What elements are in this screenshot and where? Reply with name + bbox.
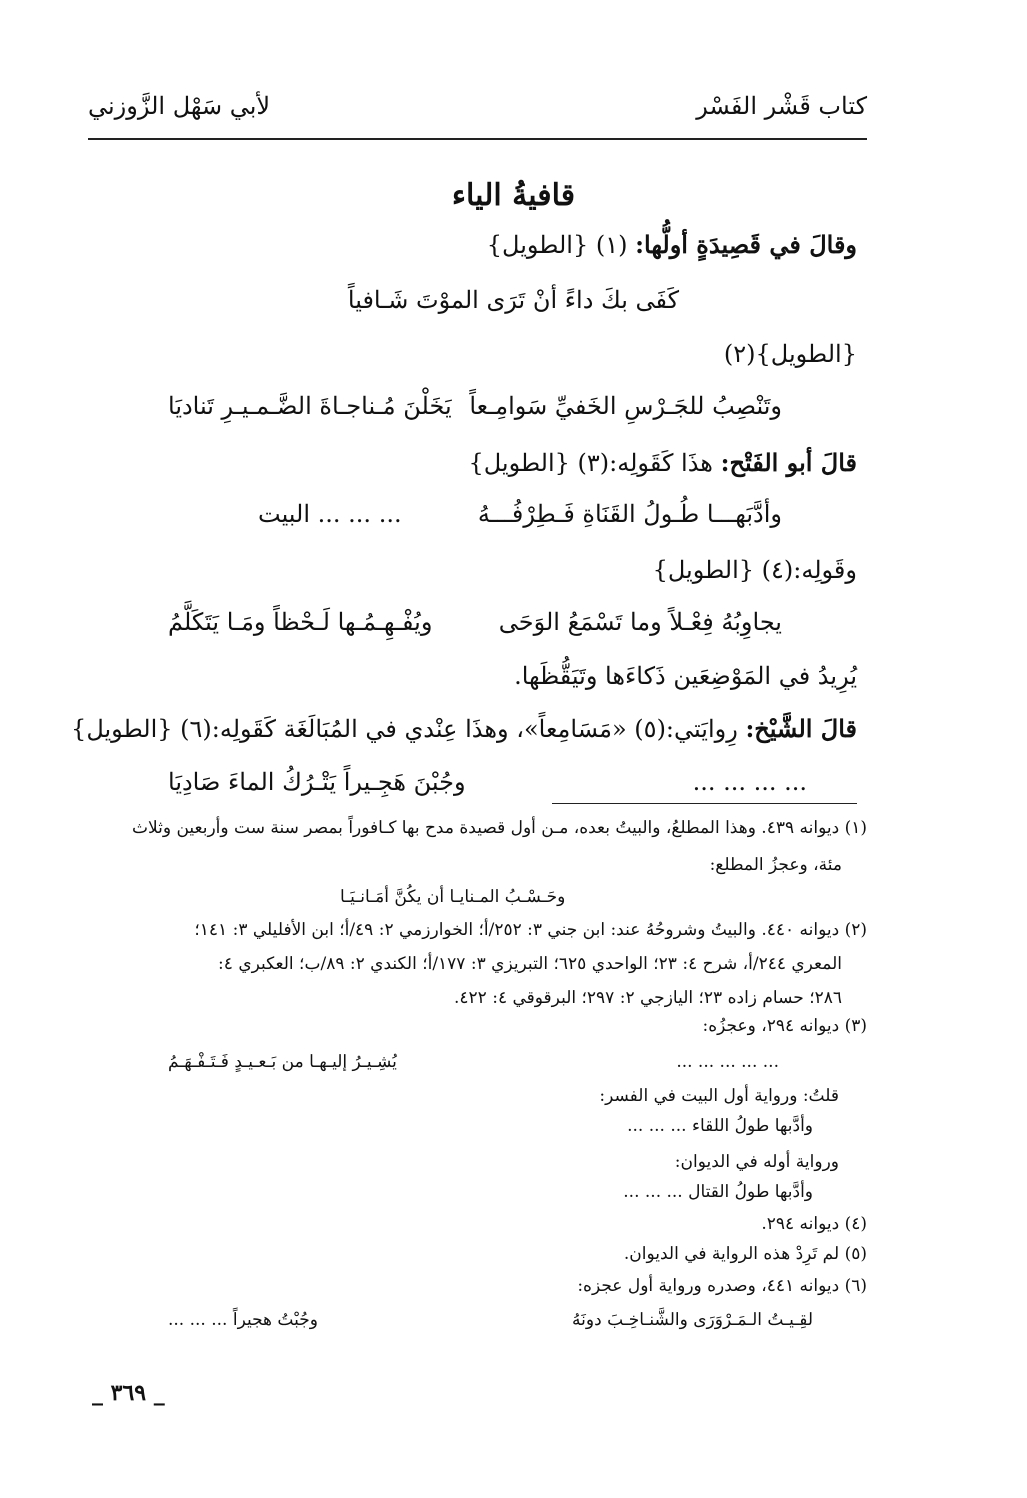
intro-bold: وقالَ في قَصِيدَةٍ أولُّها: — [635, 230, 857, 259]
footnote-6-verse-second: وجُبْتُ هجيراً ... ... ... — [168, 1310, 318, 1330]
footnote-3-verse-second: يُشِـيـرُ إليـهـا من بَـعـيـدٍ فَـتَـفْـهَـمُ — [168, 1052, 397, 1072]
intro-rest: (١) {الطويل} — [486, 231, 628, 259]
verse-3-second-hemistich: البيت ... ... ... — [258, 500, 402, 528]
opening-verse: كَفَى بكَ داءً أنْ تَرَى الموْتَ شَـافياً — [347, 286, 680, 314]
footnote-6-line-1: (٦) ديوانه ٤٤١، وصدره ورواية أول عجزه: — [577, 1276, 867, 1296]
running-header-book-title: كتاب قَشْر الفَسْر — [696, 92, 867, 120]
footnote-3-line-1: (٣) ديوانه ٢٩٤، وعجزُه: — [702, 1016, 867, 1036]
header-rule — [88, 138, 867, 140]
running-header-author: لأبي سَهْل الزَّوزني — [88, 92, 271, 120]
footnote-2-line-2: المعري ٢٤٤/أ، شرح ٤: ٢٣؛ الواحدي ٦٢٥؛ التبريزي ٣: ١٧٧/أ؛ الكندي ٢: ٨٩/ب؛ العكبري ٤: — [218, 954, 842, 974]
footnote-3-verse-first: ... ... ... ... ... — [676, 1052, 779, 1072]
verse-3-first-hemistich: وأدَّبَهـــا طُـولُ القَنَاةِ فَـطِرْفُـــهُ — [477, 500, 782, 528]
qawluhu-line: وقَولِه:(٤) {الطويل} — [652, 556, 857, 584]
verse-4-first-hemistich: يجاوِبُهُ فِعْـلاً وما تَسْمَعُ الوَحَى — [498, 608, 782, 636]
verse-2-second-hemistich: يَخَلْنَ مُـناجـاةَ الضَّـمـيـرِ تَناديَا — [168, 392, 452, 420]
verse-6-first-hemistich: ... ... ... ... — [692, 768, 807, 796]
commentary-line: يُرِيدُ في المَوْضِعَين ذَكاءَها وتَيَقُّظَها. — [514, 662, 857, 690]
footnote-5: (٥) لم تَرِدْ هذه الرواية في الديوان. — [623, 1244, 867, 1264]
footnote-3-qultu: قلتُ: ورواية أول البيت في الفسر: — [599, 1086, 839, 1106]
intro-line — [487, 230, 857, 259]
footnote-3-variant-1: وأدَّبها طولُ اللقاء ... ... ... — [627, 1116, 813, 1136]
shaykh-rest: رِوايَتي:(٥) «مَسَامِعاً»، وهذَا عِنْدي في المُبَالَغَة كَقَولِه:(٦) {الطويل} — [71, 715, 738, 743]
verse-4-second-hemistich: ويُفْـهِـمُـها لَـحْظاً ومَـا يَتَكَلَّمُ — [168, 608, 433, 636]
footnote-separator — [552, 803, 857, 804]
shaykh-bold: قالَ الشَّيْخ: — [745, 714, 857, 743]
verse-6-second-hemistich: وجُبْنَ هَجِـيراً يَتْـرُكُ الماءَ صَادِيَا — [168, 768, 466, 796]
footnote-2-line-1: (٢) ديوانه ٤٤٠. والبيتُ وشروحُهُ عند: ابن جني ٣: ٢٥٢/أ؛ الخوارزمي ٢: ٤٩/أ؛ ابن الأفليلي ٣: ١٤١؛ — [194, 920, 867, 940]
shaykh-line — [71, 714, 857, 743]
footnote-4: (٤) ديوانه ٢٩٤. — [761, 1214, 867, 1234]
footnote-1-line-1: (١) ديوانه ٤٣٩. وهذا المطلعُ، والبيتُ بعده، مـن أول قصيدة مدح بها كـافوراً بمصر سنة ست وأربعين وثلاث — [131, 818, 867, 838]
footnote-1-verse: وحَـسْـبُ المـنايـا أن يكُنَّ أمَـانـيَـا — [340, 887, 566, 907]
footnote-3-riwaya: ورواية أوله في الديوان: — [674, 1152, 839, 1172]
section-title: قافيةُ الياء — [451, 178, 576, 213]
abulfath-line — [468, 448, 857, 477]
verse-2-first-hemistich: وتَنْصِبُ للجَـرْسِ الخَفيِّ سَوامِـعاً — [469, 392, 782, 420]
footnote-1-line-2: مئة، وعجزُ المطلع: — [709, 855, 842, 875]
abulfath-bold: قالَ أبو الفَتْح: — [720, 448, 857, 477]
meter-note-2: {الطويل}(٢) — [723, 340, 857, 368]
footnote-2-line-3: ٢٨٦؛ حسام زاده ٢٣؛ اليازجي ٢: ٢٩٧؛ البرقوقي ٤: ٤٢٢. — [453, 988, 842, 1008]
footnote-6-verse-first: لقِـيـتُ الـمَـرْوَرَى والشَّنـاخِـبَ دونَهُ — [572, 1310, 813, 1330]
abulfath-rest: هذَا كَقَولِه:(٣) {الطويل} — [468, 449, 713, 477]
page-number: _ ٣٦٩ _ — [92, 1380, 165, 1406]
footnote-3-variant-2: وأدَّبها طولُ القتال ... ... ... — [623, 1182, 813, 1202]
